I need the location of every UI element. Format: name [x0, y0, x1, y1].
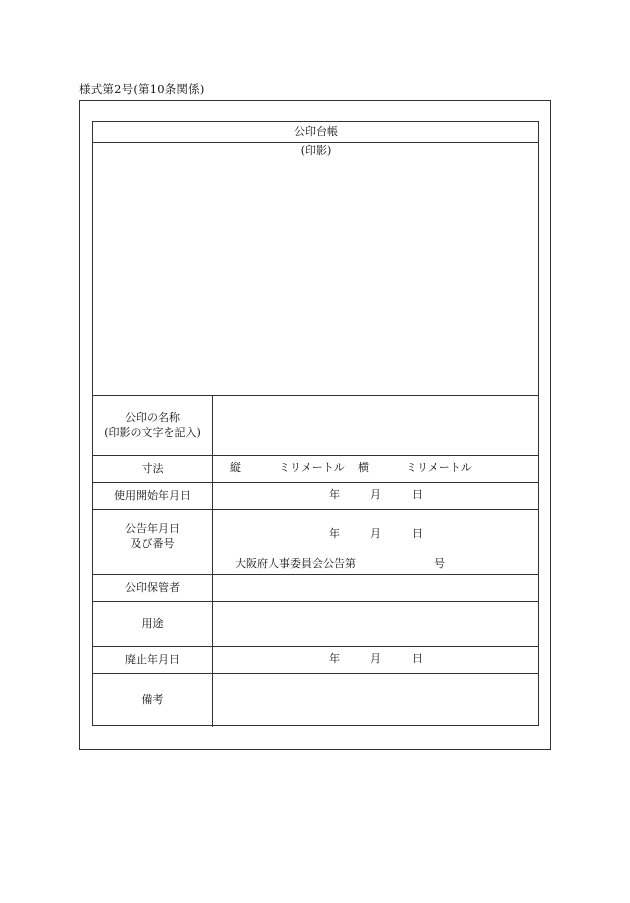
- custodian-label: [93, 574, 212, 601]
- start-date-label-text: 使用開始年月日: [114, 489, 191, 502]
- name-label-line1: 公印の名称: [125, 411, 180, 424]
- notice-day: 日: [412, 527, 423, 540]
- start-date-year: 年: [329, 488, 340, 501]
- notice-number-prefix: 大阪府人事委員会公告第: [235, 557, 356, 570]
- divider-title: [93, 142, 538, 143]
- notice-year: 年: [329, 527, 340, 540]
- notice-number-suffix: 号: [434, 557, 445, 570]
- purpose-label-text: 用途: [141, 617, 164, 630]
- notice-label-cell: [93, 509, 212, 574]
- abolition-date-label-text: 廃止年月日: [125, 653, 180, 666]
- seal-register-table: [92, 121, 539, 726]
- size-unit-vertical: ミリメートル: [279, 461, 345, 474]
- size-horizontal-label: 横: [358, 461, 369, 474]
- notice-label-line2: 及び番号: [130, 536, 175, 550]
- start-date-day: 日: [412, 488, 423, 501]
- start-date-month: 月: [370, 488, 381, 501]
- size-vertical-label: 縦: [230, 461, 241, 474]
- table-title: 公印台帳: [294, 125, 338, 138]
- custodian-label-text: 公印保管者: [125, 581, 180, 594]
- size-unit-horizontal: ミリメートル: [406, 461, 472, 474]
- form-number-label: 様式第2号(第10条関係): [79, 82, 205, 96]
- notice-month: 月: [370, 527, 381, 540]
- name-label-line2: (印影の文字を記入): [104, 426, 201, 439]
- abolition-date-month: 月: [370, 652, 381, 665]
- size-label: [93, 455, 212, 482]
- remarks-label: [93, 673, 212, 725]
- abolition-date-year: 年: [329, 652, 340, 665]
- notice-label-line1: 公告年月日: [125, 521, 180, 535]
- remarks-label-text: 備考: [141, 692, 164, 706]
- size-label-text: 寸法: [141, 462, 164, 475]
- label-column-divider: [212, 395, 213, 727]
- impression-caption: (印影): [300, 144, 332, 157]
- abolition-date-label: [93, 646, 212, 673]
- start-date-label: [93, 482, 212, 509]
- abolition-date-day: 日: [412, 652, 423, 665]
- name-label-cell: [93, 395, 212, 455]
- purpose-label: [93, 601, 212, 646]
